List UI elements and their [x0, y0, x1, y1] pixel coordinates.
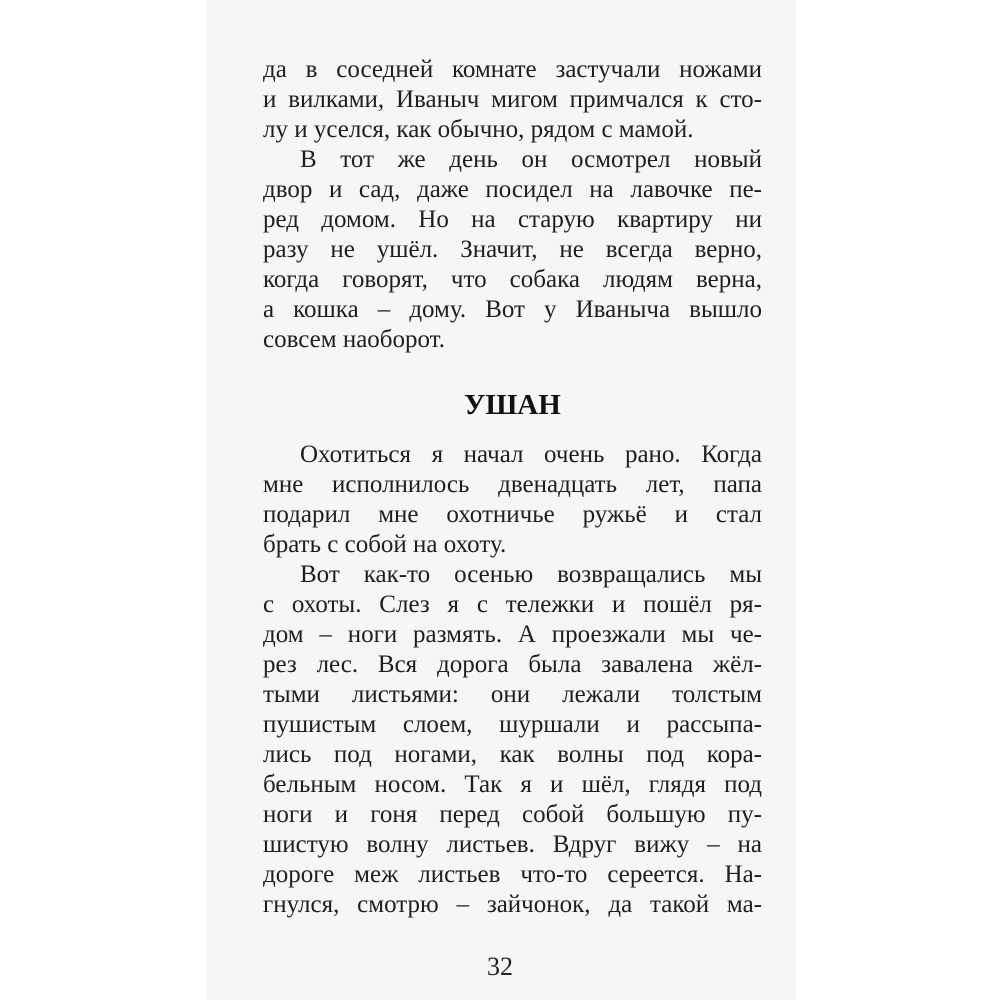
text-line: дороге меж листьев что-то сереется. На-	[263, 861, 762, 888]
text-line: Охотиться я начал очень рано. Когда	[300, 441, 762, 468]
text-line: с охоты. Слез я с тележки и пошёл ря-	[263, 591, 762, 618]
text-line: двор и сад, даже посидел на лавочке пе-	[263, 176, 762, 203]
text-line: да в соседней комнате застучали ножами	[263, 56, 762, 83]
page-number: 32	[487, 952, 513, 981]
text-line: брать с собой на охоту.	[263, 531, 507, 558]
text-line: и вилками, Иваныч мигом примчался к сто-	[263, 86, 762, 113]
text-line: мне исполнилось двенадцать лет, папа	[263, 471, 762, 498]
text-line: разу не ушёл. Значит, не всегда верно,	[263, 236, 762, 263]
text-line: лись под ногами, как волны под кора-	[263, 741, 762, 768]
text-line: дом – ноги размять. А проезжали мы че-	[263, 621, 762, 648]
text-line: тыми листьями: они лежали толстым	[263, 681, 762, 708]
text-line: Вот как-то осенью возвращались мы	[300, 561, 762, 588]
text-line: когда говорят, что собака людям верна,	[263, 266, 762, 293]
paragraph-block-top	[263, 55, 762, 355]
text-line: совсем наоборот.	[263, 326, 445, 353]
text-line: рез лес. Вся дорога была завалена жёл-	[263, 651, 762, 678]
text-line: ред домом. Но на старую квартиру ни	[263, 206, 762, 233]
text-line: а кошка – дому. Вот у Иваныча вышло	[263, 296, 762, 323]
text-line: В тот же день он осмотрел новый	[300, 146, 762, 173]
text-line: гнулся, смотрю – зайчонок, да такой ма-	[263, 891, 762, 918]
paragraph-block-bottom	[263, 440, 762, 920]
text-line: лу и уселся, как обычно, рядом с мамой.	[263, 116, 694, 143]
text-line: пушистым слоем, шуршали и рассыпа-	[263, 711, 762, 738]
chapter-heading: УШАН	[464, 389, 561, 421]
text-line: бельным носом. Так я и шёл, глядя под	[263, 771, 762, 798]
text-line: подарил мне охотничье ружьё и стал	[263, 501, 762, 528]
text-line: ноги и гоня перед собой большую пу-	[263, 801, 762, 828]
text-line: шистую волну листьев. Вдруг вижу – на	[263, 831, 762, 858]
